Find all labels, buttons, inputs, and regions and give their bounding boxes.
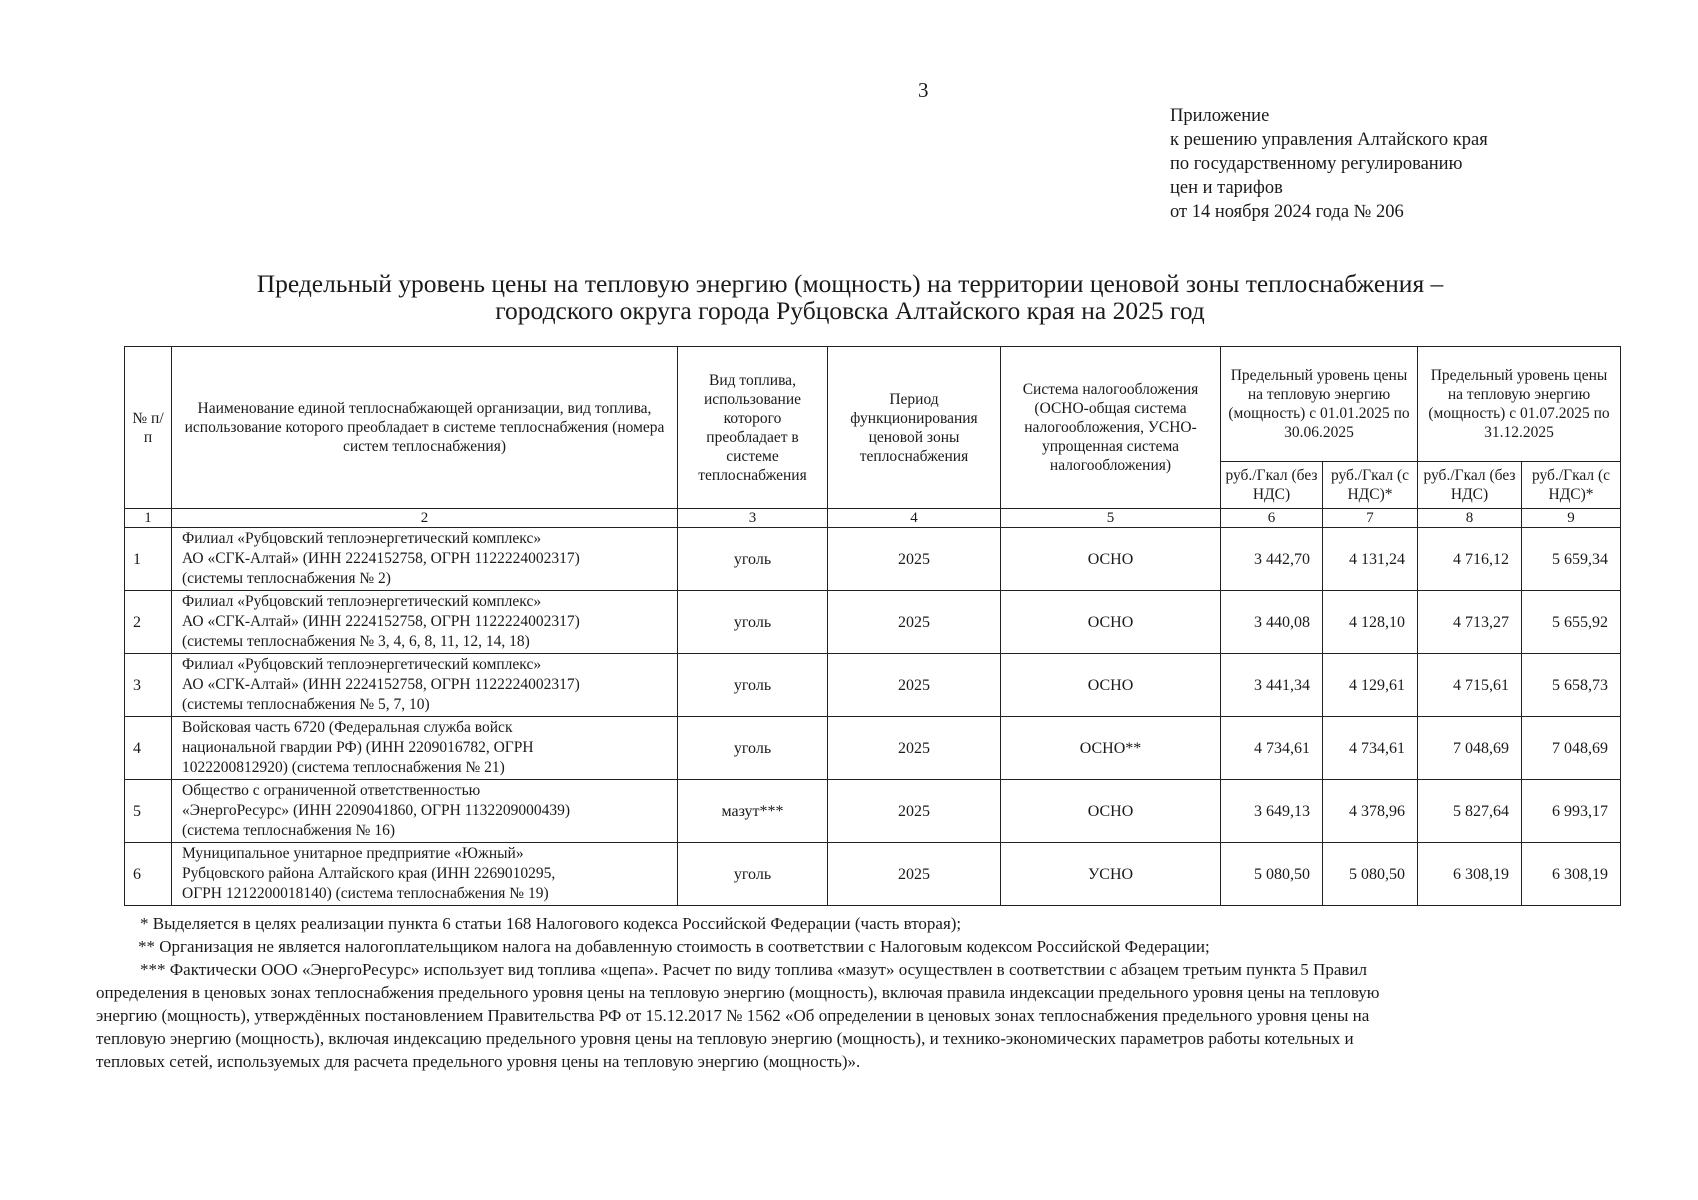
tariff-table (124, 346, 1621, 906)
header-org: Наименование единой теплоснабжающей организации, вид топлива, использование которого преобладает в системе теплоснабжения (номера систем теплоснабжения) (172, 347, 678, 509)
row-number: 5 (125, 780, 172, 843)
footnotes (96, 912, 1616, 1073)
footnote-not-vat-payer: ** Организация не является налогоплательщиком налога на добавленную стоимость в соответствии с Налоговым кодексом Российской Федерации; (138, 937, 1210, 956)
footnote-fuel-line: энергию (мощность), утверждённых постановлением Правительства РФ от 15.12.2017 № 1562 «Об определении в ценовых зонах теплоснабжения предельного уровня цены на (96, 1006, 1370, 1025)
org-line: АО «СГК-Алтай» (ИНН 2224152758, ОГРН 1122224002317) (182, 550, 580, 567)
row-number: 1 (125, 528, 172, 591)
price-cell: 3 649,13 (1221, 780, 1323, 843)
column-number: 3 (678, 509, 828, 528)
tax-cell: ОСНО (1001, 591, 1221, 654)
price-cell: 3 441,34 (1221, 654, 1323, 717)
fuel-cell: мазут*** (678, 780, 828, 843)
tax-cell: ОСНО (1001, 528, 1221, 591)
price-cell: 4 713,27 (1418, 591, 1522, 654)
header-rub-no-vat: руб./Гкал (без НДС) (1221, 462, 1323, 509)
header-price-h2: Предельный уровень цены на тепловую энергию (мощность) с 01.07.2025 по 31.12.2025 (1418, 347, 1621, 462)
org-line: Общество с ограниченной ответственностью (182, 782, 481, 799)
organization-cell (172, 780, 678, 843)
price-cell: 3 440,08 (1221, 591, 1323, 654)
price-cell: 5 080,50 (1323, 843, 1418, 906)
tax-cell: УСНО (1001, 843, 1221, 906)
price-cell: 5 658,73 (1522, 654, 1621, 717)
period-cell: 2025 (828, 780, 1001, 843)
organization-cell (172, 717, 678, 780)
organization-cell (172, 654, 678, 717)
tax-cell: ОСНО (1001, 780, 1221, 843)
price-cell: 3 442,70 (1221, 528, 1323, 591)
header-rub-vat: руб./Гкал (с НДС)* (1323, 462, 1418, 509)
org-line: АО «СГК-Алтай» (ИНН 2224152758, ОГРН 1122224002317) (182, 613, 580, 630)
org-line: «ЭнергоРесурс» (ИНН 2209041860, ОГРН 1132209000439) (182, 802, 571, 819)
table-row (125, 591, 1621, 654)
organization-cell (172, 843, 678, 906)
fuel-cell: уголь (678, 843, 828, 906)
table-row (125, 528, 1621, 591)
table-row (125, 843, 1621, 906)
footnote-vat: * Выделяется в целях реализации пункта 6 статьи 168 Налогового кодекса Российской Федерации (часть вторая); (140, 914, 962, 933)
period-cell: 2025 (828, 843, 1001, 906)
period-cell: 2025 (828, 591, 1001, 654)
fuel-cell: уголь (678, 654, 828, 717)
column-number: 4 (828, 509, 1001, 528)
organization-cell (172, 528, 678, 591)
tax-cell: ОСНО** (1001, 717, 1221, 780)
org-line: Рубцовского района Алтайского края (ИНН 2269010295, (182, 865, 556, 882)
price-cell: 4 378,96 (1323, 780, 1418, 843)
price-cell: 5 080,50 (1221, 843, 1323, 906)
org-line: Филиал «Рубцовский теплоэнергетический комплекс» (182, 593, 542, 610)
row-number: 3 (125, 654, 172, 717)
organization-cell (172, 591, 678, 654)
title-line-2: городского округа города Рубцовска Алтайского края на 2025 год (495, 296, 1205, 325)
page-number: 3 (918, 78, 929, 102)
column-number: 8 (1418, 509, 1522, 528)
fuel-cell: уголь (678, 528, 828, 591)
period-cell: 2025 (828, 654, 1001, 717)
appendix-line: к решению управления Алтайского края (1170, 130, 1488, 150)
header-period: Период функционирования ценовой зоны теплоснабжения (828, 347, 1001, 509)
footnote-fuel (96, 958, 1616, 1073)
fuel-cell: уголь (678, 591, 828, 654)
footnote-fuel-line: *** Фактически ООО «ЭнергоРесурс» использует вид топлива «щепа». Расчет по виду топлива «мазут» осуществлен в соответствии с абзацем третьим пункта 5 Правил (140, 960, 1367, 979)
column-number: 1 (125, 509, 172, 528)
price-cell: 5 827,64 (1418, 780, 1522, 843)
appendix-line: по государственному регулированию (1170, 154, 1463, 174)
price-cell: 5 659,34 (1522, 528, 1621, 591)
header-tax-system: Система налогообложения (ОСНО-общая система налогообложения, УСНО-упрощенная система налогообложения) (1001, 347, 1221, 509)
column-number: 6 (1221, 509, 1323, 528)
org-line: Филиал «Рубцовский теплоэнергетический комплекс» (182, 530, 542, 547)
footnote-fuel-line: определения в ценовых зонах теплоснабжения предельного уровня цены на тепловую энергию (мощность), включая правила индексации предельного уровня цены на тепловую (96, 983, 1380, 1002)
price-cell: 6 308,19 (1522, 843, 1621, 906)
org-line: Войсковая часть 6720 (Федеральная служба войск (182, 719, 513, 736)
column-number: 2 (172, 509, 678, 528)
column-number: 5 (1001, 509, 1221, 528)
header-price-h1: Предельный уровень цены на тепловую энергию (мощность) с 01.01.2025 по 30.06.2025 (1221, 347, 1418, 462)
org-line: Филиал «Рубцовский теплоэнергетический комплекс» (182, 656, 542, 673)
price-cell: 6 993,17 (1522, 780, 1621, 843)
org-line: (система теплоснабжения № 16) (182, 822, 396, 839)
price-cell: 7 048,69 (1418, 717, 1522, 780)
price-cell: 4 716,12 (1418, 528, 1522, 591)
org-line: национальной гвардии РФ) (ИНН 2209016782, ОГРН (182, 739, 534, 756)
period-cell: 2025 (828, 528, 1001, 591)
price-cell: 6 308,19 (1418, 843, 1522, 906)
price-cell: 4 715,61 (1418, 654, 1522, 717)
document-title (120, 270, 1580, 324)
appendix-block (1170, 104, 1488, 224)
row-number: 6 (125, 843, 172, 906)
price-cell: 4 734,61 (1221, 717, 1323, 780)
appendix-line: от 14 ноября 2024 года № 206 (1170, 202, 1404, 222)
row-number: 2 (125, 591, 172, 654)
table-row (125, 717, 1621, 780)
header-rub-no-vat: руб./Гкал (без НДС) (1418, 462, 1522, 509)
org-line: 1022200812920) (система теплоснабжения № 21) (182, 759, 505, 776)
title-line-1: Предельный уровень цены на тепловую энергию (мощность) на территории ценовой зоны теплоснабжения – (256, 269, 1444, 298)
price-cell: 4 128,10 (1323, 591, 1418, 654)
org-line: АО «СГК-Алтай» (ИНН 2224152758, ОГРН 1122224002317) (182, 676, 580, 693)
appendix-line: Приложение (1170, 106, 1270, 126)
appendix-line: цен и тарифов (1170, 178, 1283, 198)
row-number: 4 (125, 717, 172, 780)
fuel-cell: уголь (678, 717, 828, 780)
price-cell: 4 734,61 (1323, 717, 1418, 780)
org-line: ОГРН 1212200018140) (система теплоснабжения № 19) (182, 885, 549, 902)
price-cell: 5 655,92 (1522, 591, 1621, 654)
table-row (125, 654, 1621, 717)
org-line: (системы теплоснабжения № 5, 7, 10) (182, 696, 430, 713)
tax-cell: ОСНО (1001, 654, 1221, 717)
period-cell: 2025 (828, 717, 1001, 780)
price-cell: 4 131,24 (1323, 528, 1418, 591)
footnote-fuel-line: тепловых сетей, используемых для расчета предельного уровня цены на тепловую энергию (мощность)». (96, 1052, 861, 1071)
footnote-fuel-line: тепловую энергию (мощность), включая индексацию предельного уровня цены на тепловую энергию (мощность), и технико-экономических параметров работы котельных и (96, 1029, 1354, 1048)
price-cell: 4 129,61 (1323, 654, 1418, 717)
org-line: (системы теплоснабжения № 3, 4, 6, 8, 11, 12, 14, 18) (182, 633, 530, 650)
header-num: № п/п (125, 347, 172, 509)
table-row (125, 780, 1621, 843)
header-fuel: Вид топлива, использование которого преобладает в системе теплоснабжения (678, 347, 828, 509)
column-number: 7 (1323, 509, 1418, 528)
price-cell: 7 048,69 (1522, 717, 1621, 780)
org-line: Муниципальное унитарное предприятие «Южный» (182, 845, 524, 862)
header-rub-vat: руб./Гкал (с НДС)* (1522, 462, 1621, 509)
column-number: 9 (1522, 509, 1621, 528)
org-line: (системы теплоснабжения № 2) (182, 570, 391, 587)
